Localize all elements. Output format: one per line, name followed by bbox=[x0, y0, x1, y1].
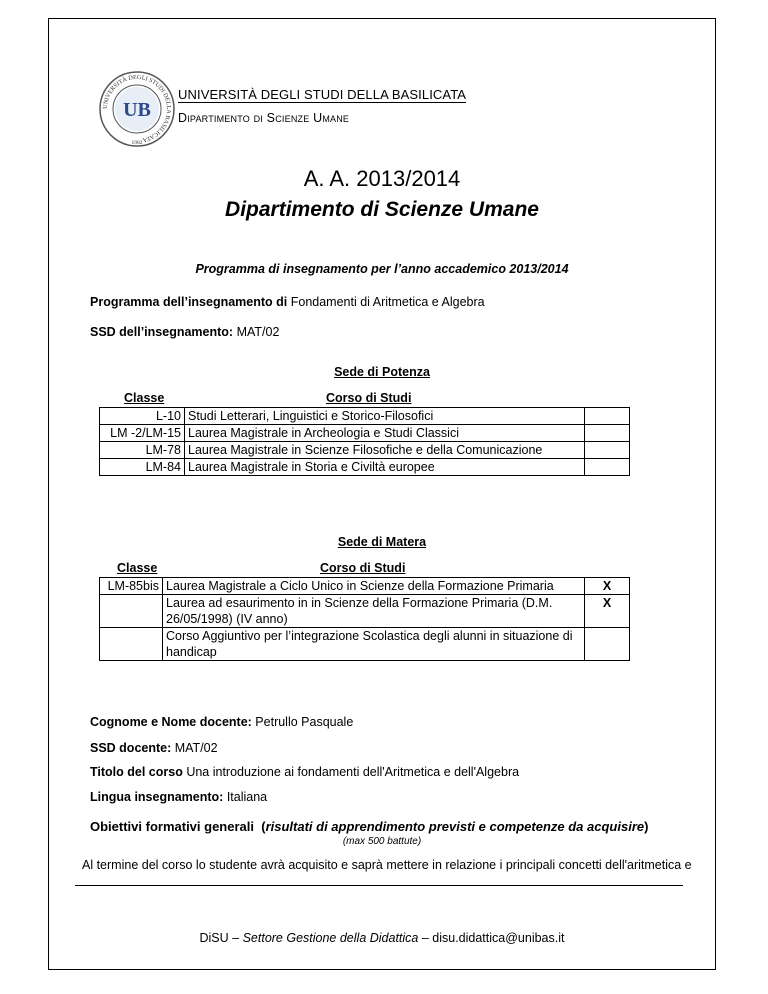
course-ssd-label: SSD dell’insegnamento: bbox=[90, 325, 234, 339]
potenza-cell-corso: Studi Letterari, Linguistici e Storico-Filosofici bbox=[185, 408, 585, 425]
potenza-cell-mark bbox=[585, 459, 630, 476]
footer-italic: Settore Gestione della Didattica bbox=[242, 931, 419, 945]
potenza-col-corso: Corso di Studi bbox=[326, 391, 412, 405]
seal-monogram: UB bbox=[123, 99, 151, 121]
potenza-cell-corso: Laurea Magistrale in Scienze Filosofiche e della Comunicazione bbox=[185, 442, 585, 459]
matera-cell-classe bbox=[100, 595, 163, 628]
course-title-value: Una introduzione ai fondamenti dell'Aritmetica e dell'Algebra bbox=[182, 765, 520, 779]
potenza-cell-corso: Laurea Magistrale in Archeologia e Studi Classici bbox=[185, 425, 585, 442]
matera-cell-corso: Corso Aggiuntivo per l’integrazione Scolastica degli alunni in situazione di handicap bbox=[163, 628, 585, 661]
matera-table bbox=[99, 577, 630, 661]
department-title: Dipartimento di Scienze Umane bbox=[225, 198, 539, 221]
department-subtitle: Dipartimento di Scienze Umane bbox=[178, 111, 350, 125]
footer bbox=[48, 931, 716, 945]
programme-field bbox=[90, 295, 485, 309]
potenza-cell-mark bbox=[585, 425, 630, 442]
teacher-ssd-label: SSD docente: bbox=[90, 741, 172, 755]
matera-row bbox=[100, 595, 630, 628]
language-label: Lingua insegnamento: bbox=[90, 790, 224, 804]
objectives-label: Obiettivi formativi generali bbox=[90, 819, 254, 834]
section-divider bbox=[75, 885, 683, 886]
academic-year-title: A. A. 2013/2014 bbox=[303, 166, 461, 191]
teacher-name-value: Petrullo Pasquale bbox=[251, 715, 354, 729]
matera-cell-classe: LM-85bis bbox=[100, 578, 163, 595]
matera-cell-classe bbox=[100, 628, 163, 661]
potenza-cell-classe: LM-78 bbox=[100, 442, 185, 459]
potenza-row bbox=[100, 425, 630, 442]
course-ssd-value: MAT/02 bbox=[233, 325, 280, 339]
objectives-heading: Obiettivi formativi generali (risultati di apprendimento previsti e competenze da acquisire) bbox=[90, 819, 649, 834]
language-value: Italiana bbox=[223, 790, 268, 804]
potenza-row bbox=[100, 442, 630, 459]
potenza-cell-mark bbox=[585, 442, 630, 459]
seal-year: 1982 bbox=[131, 140, 143, 146]
programme-heading: Programma di insegnamento per l’anno accademico 2013/2014 bbox=[195, 262, 569, 276]
matera-cell-mark: X bbox=[585, 595, 630, 628]
potenza-cell-mark bbox=[585, 408, 630, 425]
matera-heading: Sede di Matera bbox=[337, 535, 427, 549]
potenza-cell-classe: LM-84 bbox=[100, 459, 185, 476]
potenza-cell-classe: L-10 bbox=[100, 408, 185, 425]
course-ssd-field bbox=[90, 325, 279, 339]
potenza-row bbox=[100, 408, 630, 425]
objectives-note: (max 500 battute) bbox=[342, 836, 422, 847]
potenza-cell-classe: LM -2/LM-15 bbox=[100, 425, 185, 442]
potenza-col-classe: Classe bbox=[124, 391, 165, 405]
matera-col-corso: Corso di Studi bbox=[320, 561, 406, 575]
course-title-field bbox=[90, 765, 519, 779]
programme-label: Programma dell’insegnamento di bbox=[90, 295, 288, 309]
footer-suffix: – disu.didattica@unibas.it bbox=[418, 931, 565, 945]
course-title-label: Titolo del corso bbox=[90, 765, 183, 779]
teacher-ssd-field bbox=[90, 741, 218, 755]
footer-prefix: DiSU – bbox=[199, 931, 243, 945]
matera-row bbox=[100, 578, 630, 595]
objectives-text: Al termine del corso lo studente avrà acquisito e saprà mettere in relazione i principali concetti dell'aritmetica e bbox=[82, 858, 692, 872]
teacher-name-label: Cognome e Nome docente: bbox=[90, 715, 252, 729]
potenza-row bbox=[100, 459, 630, 476]
matera-cell-mark: X bbox=[585, 578, 630, 595]
matera-cell-corso: Laurea ad esaurimento in in Scienze della Formazione Primaria (D.M. 26/05/1998) (IV anno) bbox=[163, 595, 585, 628]
teacher-ssd-value: MAT/02 bbox=[171, 741, 218, 755]
matera-cell-mark bbox=[585, 628, 630, 661]
language-field bbox=[90, 790, 267, 804]
matera-col-classe: Classe bbox=[117, 561, 158, 575]
matera-row bbox=[100, 628, 630, 661]
matera-cell-corso: Laurea Magistrale a Ciclo Unico in Scienze della Formazione Primaria bbox=[163, 578, 585, 595]
programme-value: Fondamenti di Aritmetica e Algebra bbox=[287, 295, 485, 309]
teacher-name-field bbox=[90, 715, 353, 729]
seal-ring-text: UNIVERSITÀ DEGLI STUDI DELLA BASILICATA bbox=[101, 73, 173, 144]
unibas-seal-icon bbox=[98, 70, 176, 148]
objectives-paren-text: risultati di apprendimento previsti e competenze da acquisire bbox=[265, 819, 645, 834]
potenza-cell-corso: Laurea Magistrale in Storia e Civiltà europee bbox=[185, 459, 585, 476]
university-name-text: UNIVERSITÀ DEGLI STUDI DELLA BASILICATA bbox=[178, 87, 467, 102]
university-name bbox=[178, 87, 466, 102]
potenza-table bbox=[99, 407, 630, 476]
potenza-heading: Sede di Potenza bbox=[334, 365, 430, 379]
